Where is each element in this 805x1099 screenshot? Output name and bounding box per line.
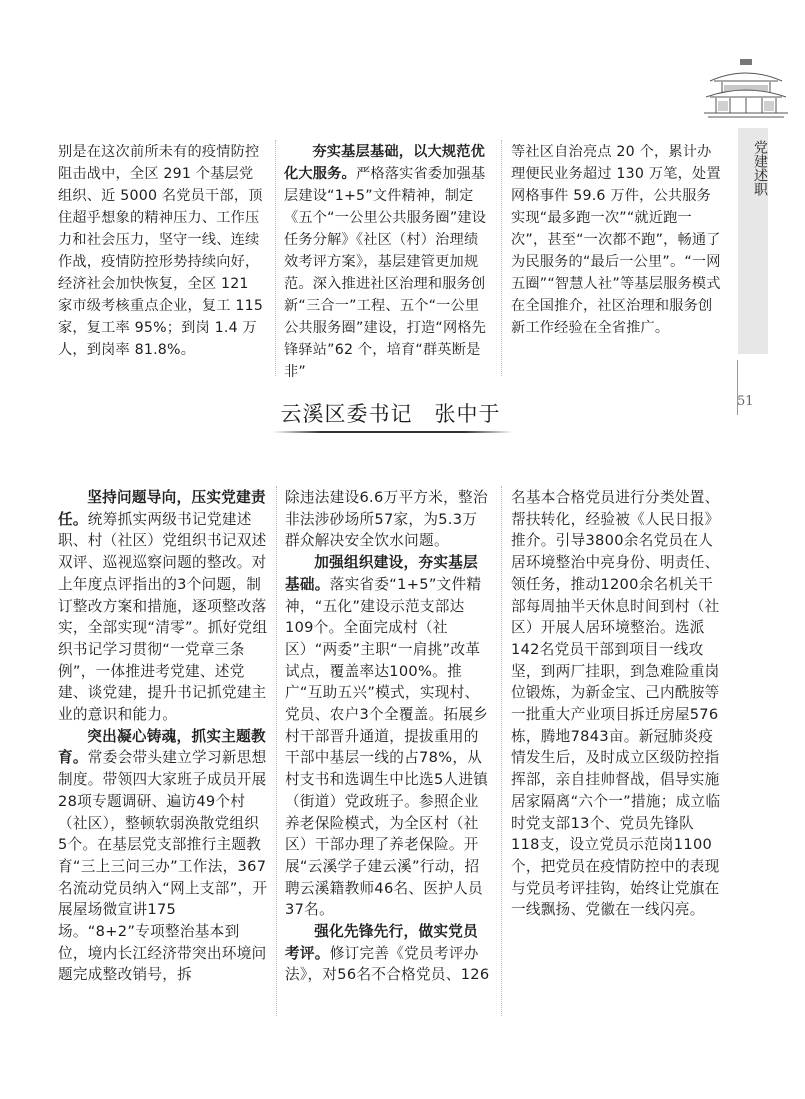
top-column-3 [511,141,721,339]
column-divider [276,486,277,1016]
paragraph-lead: 强化先锋先行，做实党员考评。 [285,923,479,962]
paragraph: 别是在这次前所未有的疫情防控阻击战中，全区 291 个基层党组织、近 5000 名党员干部，顶住超乎想象的精神压力、工作压力和社会压力，坚守一线、连续作战，疫情防控形势持续向好，经济社会加快恢复，全区 121 家市级考核重点企业，复工 115 家，复工率 95%；到岗 1.4 万人，到岗率 81.8%。 [58,144,264,358]
paragraph-body: 修订完善《党员考评办法》，对56名不合格党员、126 [285,944,490,984]
title-underline [273,431,513,433]
column-divider [501,486,502,1016]
paragraph [58,487,268,726]
top-column-1 [58,141,265,361]
column-divider [501,140,502,376]
paragraph: 等社区自治亮点 20 个，累计办理便民业务超过 130 万笔，处置网格事件 59.6 万件，公共服务实现“最多跑一次”“就近跑一次”，甚至“一次都不跑”，畅通了为民服务的“最后一公里”。“一网五圈”“智慧人社”等基层服务模式在全国推介，社区治理和服务创新工作经验在全省推广。 [511,144,721,336]
paragraph [58,726,268,986]
paragraph-lead: 夯实基层基础，以大规范优化大服务。 [284,144,486,182]
section-label: 党建述职 [752,140,768,196]
article-column-2 [285,487,491,986]
paragraph-body: 常委会带头建立学习新思想制度。带领四大家班子成员开展28项专题调研、遍访49个村（社区），整顿软弱涣散党组织5个。在基层党支部推行主题教育“三上三问三办”工作法，367名流动党员纳入“网上支部”，开展屋场微宣讲175场。“8+2”专项整治基本到位，境内长江经济带突出环境问题完成整改销号，拆 [58,749,268,984]
paragraph-body: 严格落实省委加强基层建设“1+5”文件精神，制定《五个“一公里公共服务圈”建设任务分解》《社区（村）治理绩效考评方案》，基层建管更加规范。深入推进社区治理和服务创新“三合一”工程、五个“一公里公共服务圈”建设，打造“网格先锋驿站”62 个，培育“群英断是非” [284,166,487,380]
article-column-3 [511,487,721,921]
article-header [263,392,518,438]
page-number: 51 [737,394,754,409]
paragraph [285,921,491,986]
paragraph [285,552,491,921]
paragraph: 名基本合格党员进行分类处置、帮扶转化，经验被《人民日报》推介。引导3800余名党员在人居环境整治中亮身份、明责任、领任务，推动1200余名机关干部每周抽半天休息时间到村（社区）开展人居环境整治。选派142名党员干部到项目一线攻坚，到两厂挂职，到急难险重岗位锻炼，为新金宝、己内酰胺等一批重大产业项目拆迁房屋576栋，腾地7843亩。新冠肺炎疫情发生后，及时成立区级防控指挥部，亲自挂帅督战，倡导实施居家隔离“六个一”措施；成立临时党支部13个、党员先锋队118支，设立党员示范岗1100个，把党员在疫情防控中的表现与党员考评挂钩，始终让党旗在一线飘扬、党徽在一线闪亮。 [511,489,721,919]
paragraph-lead: 加强组织建设，夯实基层基础。 [285,554,479,593]
top-column-2 [284,141,492,383]
paragraph-lead: 突出凝心铸魂，抓实主题教育。 [58,727,266,767]
column-divider [275,140,276,376]
paragraph-body: 统筹抓实两级书记党建述职、村（社区）党组织书记双述双评、巡视巡察问题的整改。对上年度点评指出的3个问题，制订整改方案和措施，逐项整改落实，全部实现“清零”。抓好党组织书记学习贯彻“一党章三条例”，一体推进考党建、述党建、谈党建，提升书记抓党建主业的意识和能力。 [58,510,268,724]
article-column-1 [58,487,268,986]
paragraph-body: 落实省委“1+5”文件精神，“五化”建设示范支部达109个。全面完成村（社区）“两委”主职“一肩挑”改革试点，覆盖率达100%。推广“互助五兴”模式，实现村、党员、农户3个全覆盖。拓展乡村干部晋升通道，提拔重用的干部中基层一线的占78%，从村支书和选调生中比选5人进镇（街道）党政班子。参照企业养老保险模式，为全区村（社区）干部办理了养老保险。开展“云溪学子建云溪”行动，招聘云溪籍教师46名、医护人员37名。 [285,575,489,919]
paragraph: 除违法建设6.6万平方米，整治非法涉砂场所57家，为5.3万群众解决安全饮水问题。 [285,489,488,550]
paragraph [284,141,492,383]
article-title: 云溪区委书记 张中于 [280,402,501,426]
paragraph-lead: 坚持问题导向，压实党建责任。 [58,489,266,528]
pagoda-icon [700,55,792,130]
